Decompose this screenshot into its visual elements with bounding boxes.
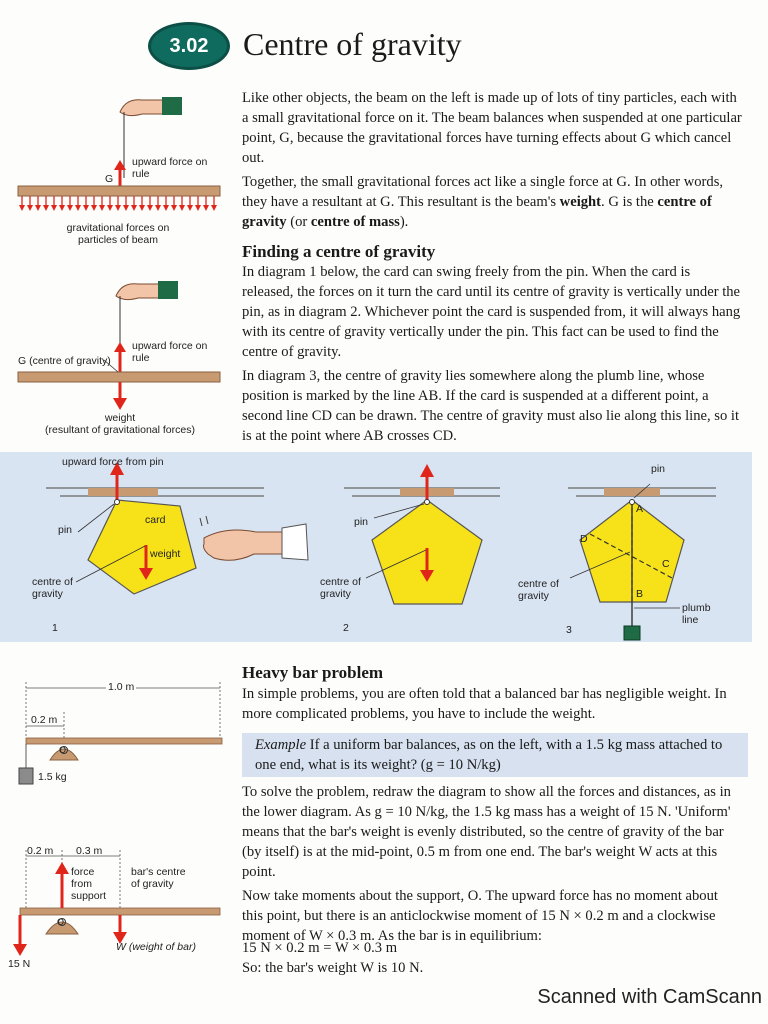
beam-1 xyxy=(18,186,220,196)
particle-arrow-head xyxy=(67,205,73,211)
diagram-number-1: 1 xyxy=(52,622,58,634)
particle-arrow-head xyxy=(107,205,113,211)
point-b-label: B xyxy=(636,588,644,600)
particle-arrow-head xyxy=(75,205,81,211)
finding-paragraph-1: In diagram 1 below, the card can swing freely from the pin. When the card is released, the forces on it turn the card until its centre of gravity is vertically under the pin, as in diagram 2. Whichever point the card is suspended from, it will always hang with its centre of gravity vertically under the pin. This fact can be used to find the centre of gravity. xyxy=(242,264,741,360)
diagram-number-2: 2 xyxy=(343,622,349,634)
beam1-particles-label: gravitational forces on particles of beam xyxy=(66,222,170,246)
beam-diagram-1 xyxy=(18,97,220,211)
card1-cog-label: centre of gravity xyxy=(32,576,73,600)
heavy-paragraph-2: To solve the problem, redraw the diagram to show all the forces and distances, as in the lower diagram. As g = 10 N/kg, the 1.5 kg mass has a weight of 15 N. 'Uniform' means that the bar's weight is evenly distributed, so the centre of gravity of the bar (by itself) is at the mid-point, 0.5 m from one end. The bar's weight W acts at this point. xyxy=(242,784,731,880)
equation: 15 N × 0.2 m = W × 0.3 m xyxy=(242,940,398,956)
particle-arrow-head xyxy=(163,205,169,211)
hand-2 xyxy=(116,284,162,300)
pushing-hand xyxy=(204,530,285,560)
conclusion: So: the bar's weight W is 10 N. xyxy=(242,960,424,976)
card2-cog-label: centre of gravity xyxy=(320,576,361,600)
intro-paragraph-1: Like other objects, the beam on the left is made up of lots of tiny particles, each with a small gravitational force on it. The beam balances when suspended at one particular point, G, because the gravitational forces have turning effects about G which cancel out. xyxy=(242,90,742,166)
particle-force-arrows xyxy=(19,196,217,211)
beam-2 xyxy=(18,372,220,382)
finding-paragraph-2: In diagram 3, the centre of gravity lies somewhere along the plumb line, whose position is marked by the line AB. If the card is suspended at a different point, a second line CD can be drawn. The centre of gravity must also lie along this line, so it is at the point where AB crosses CD. xyxy=(242,368,740,444)
upward-from-pin-label: upward force from pin xyxy=(62,456,164,468)
card3-pin-label: pin xyxy=(651,463,666,475)
example-text: Example If a uniform bar balances, as on the left, with a 1.5 kg mass attached to one end, what is its weight? (g = 10 N/kg) xyxy=(255,737,723,773)
scanner-watermark: Scanned with CamScann xyxy=(537,986,762,1008)
particle-arrow-head xyxy=(211,205,217,211)
card2-pin-label: pin xyxy=(354,516,369,528)
particle-arrow-head xyxy=(51,205,57,211)
section-badge: 3.02 xyxy=(148,22,230,70)
beam2-upward-label: upward force on rule xyxy=(132,340,208,364)
point-a-label: A xyxy=(636,503,644,515)
bar2-15n-label: 15 N xyxy=(8,958,31,970)
bar-diagram-1 xyxy=(19,682,222,784)
particle-arrow-head xyxy=(99,205,105,211)
bar2-o-label: O xyxy=(57,917,65,927)
particle-arrow-head xyxy=(131,205,137,211)
card1-weight-label: weight xyxy=(150,548,181,560)
particle-arrow-head xyxy=(147,205,153,211)
card-diagram-1 xyxy=(46,462,308,594)
point-c-label: C xyxy=(662,558,670,570)
particle-arrow-head xyxy=(83,205,89,211)
particle-arrow-head xyxy=(91,205,97,211)
particle-arrow-head xyxy=(171,205,177,211)
card1-card-label: card xyxy=(145,514,166,526)
bar-2 xyxy=(20,908,220,915)
particle-arrow-head xyxy=(59,205,65,211)
bar2-force-label: force from support xyxy=(71,866,107,902)
bar1-o-label: O xyxy=(59,745,67,755)
particle-arrow-head xyxy=(187,205,193,211)
bar1-length-label: 1.0 m xyxy=(108,681,135,693)
beam2-weight-label: weight xyxy=(104,412,136,424)
particle-arrow-head xyxy=(43,205,49,211)
card-1 xyxy=(88,500,196,594)
plumb-weight xyxy=(624,626,640,640)
card3-cog-label: centre of gravity xyxy=(518,578,559,602)
particle-arrow-head xyxy=(19,205,25,211)
bar1-distance-label: 0.2 m xyxy=(31,714,58,726)
particle-arrow-head xyxy=(115,205,121,211)
diagram-number-3: 3 xyxy=(566,624,572,636)
particle-arrow-head xyxy=(27,205,33,211)
beam1-upward-label: upward force on rule xyxy=(132,156,208,180)
bar1-mass-label: 1.5 kg xyxy=(38,771,67,783)
page-title: Centre of gravity xyxy=(243,26,462,62)
mass-1 xyxy=(19,768,33,784)
particle-arrow-head xyxy=(203,205,209,211)
intro-paragraph-2: Together, the small gravitational forces act like a single force at G. In other words, they have a resultant at G. This resultant is the beam's weight. G is the centre of gravity (or centre of mass). xyxy=(242,174,724,230)
beam2-g-label: G (centre of gravity) xyxy=(18,355,111,367)
finding-heading: Finding a centre of gravity xyxy=(242,242,436,261)
bar2-distance-03-label: 0.3 m xyxy=(76,845,103,857)
beam1-g-label: G xyxy=(105,173,114,185)
bar2-w-label: W (weight of bar) xyxy=(116,941,196,953)
point-d-label: D xyxy=(580,533,588,545)
particle-arrow-head xyxy=(195,205,201,211)
particle-arrow-head xyxy=(139,205,145,211)
card1-pin-label: pin xyxy=(58,524,73,536)
heavy-bar-heading: Heavy bar problem xyxy=(242,663,384,682)
hand-1 xyxy=(120,100,166,116)
plumb-line-label: plumb line xyxy=(682,602,711,626)
beam2-resultant-label: (resultant of gravitational forces) xyxy=(45,424,195,436)
bar2-distance-02-label: 0.2 m xyxy=(27,845,54,857)
heavy-paragraph-1: In simple problems, you are often told that a balanced bar has negligible weight. In more complicated problems, you have to include the weight. xyxy=(242,686,727,722)
particle-arrow-head xyxy=(155,205,161,211)
particle-arrow-head xyxy=(179,205,185,211)
heavy-paragraph-3: Now take moments about the support, O. The upward force has no moment about this point, but there is an anticlockwise moment of 15 N × 0.2 m and a clockwise moment of W × 0.3 m. As the bar is in equilibrium: xyxy=(242,888,718,944)
bar-1 xyxy=(26,738,222,744)
particle-arrow-head xyxy=(123,205,129,211)
bar2-cog-label: bar's centre of gravity xyxy=(131,866,186,890)
particle-arrow-head xyxy=(35,205,41,211)
